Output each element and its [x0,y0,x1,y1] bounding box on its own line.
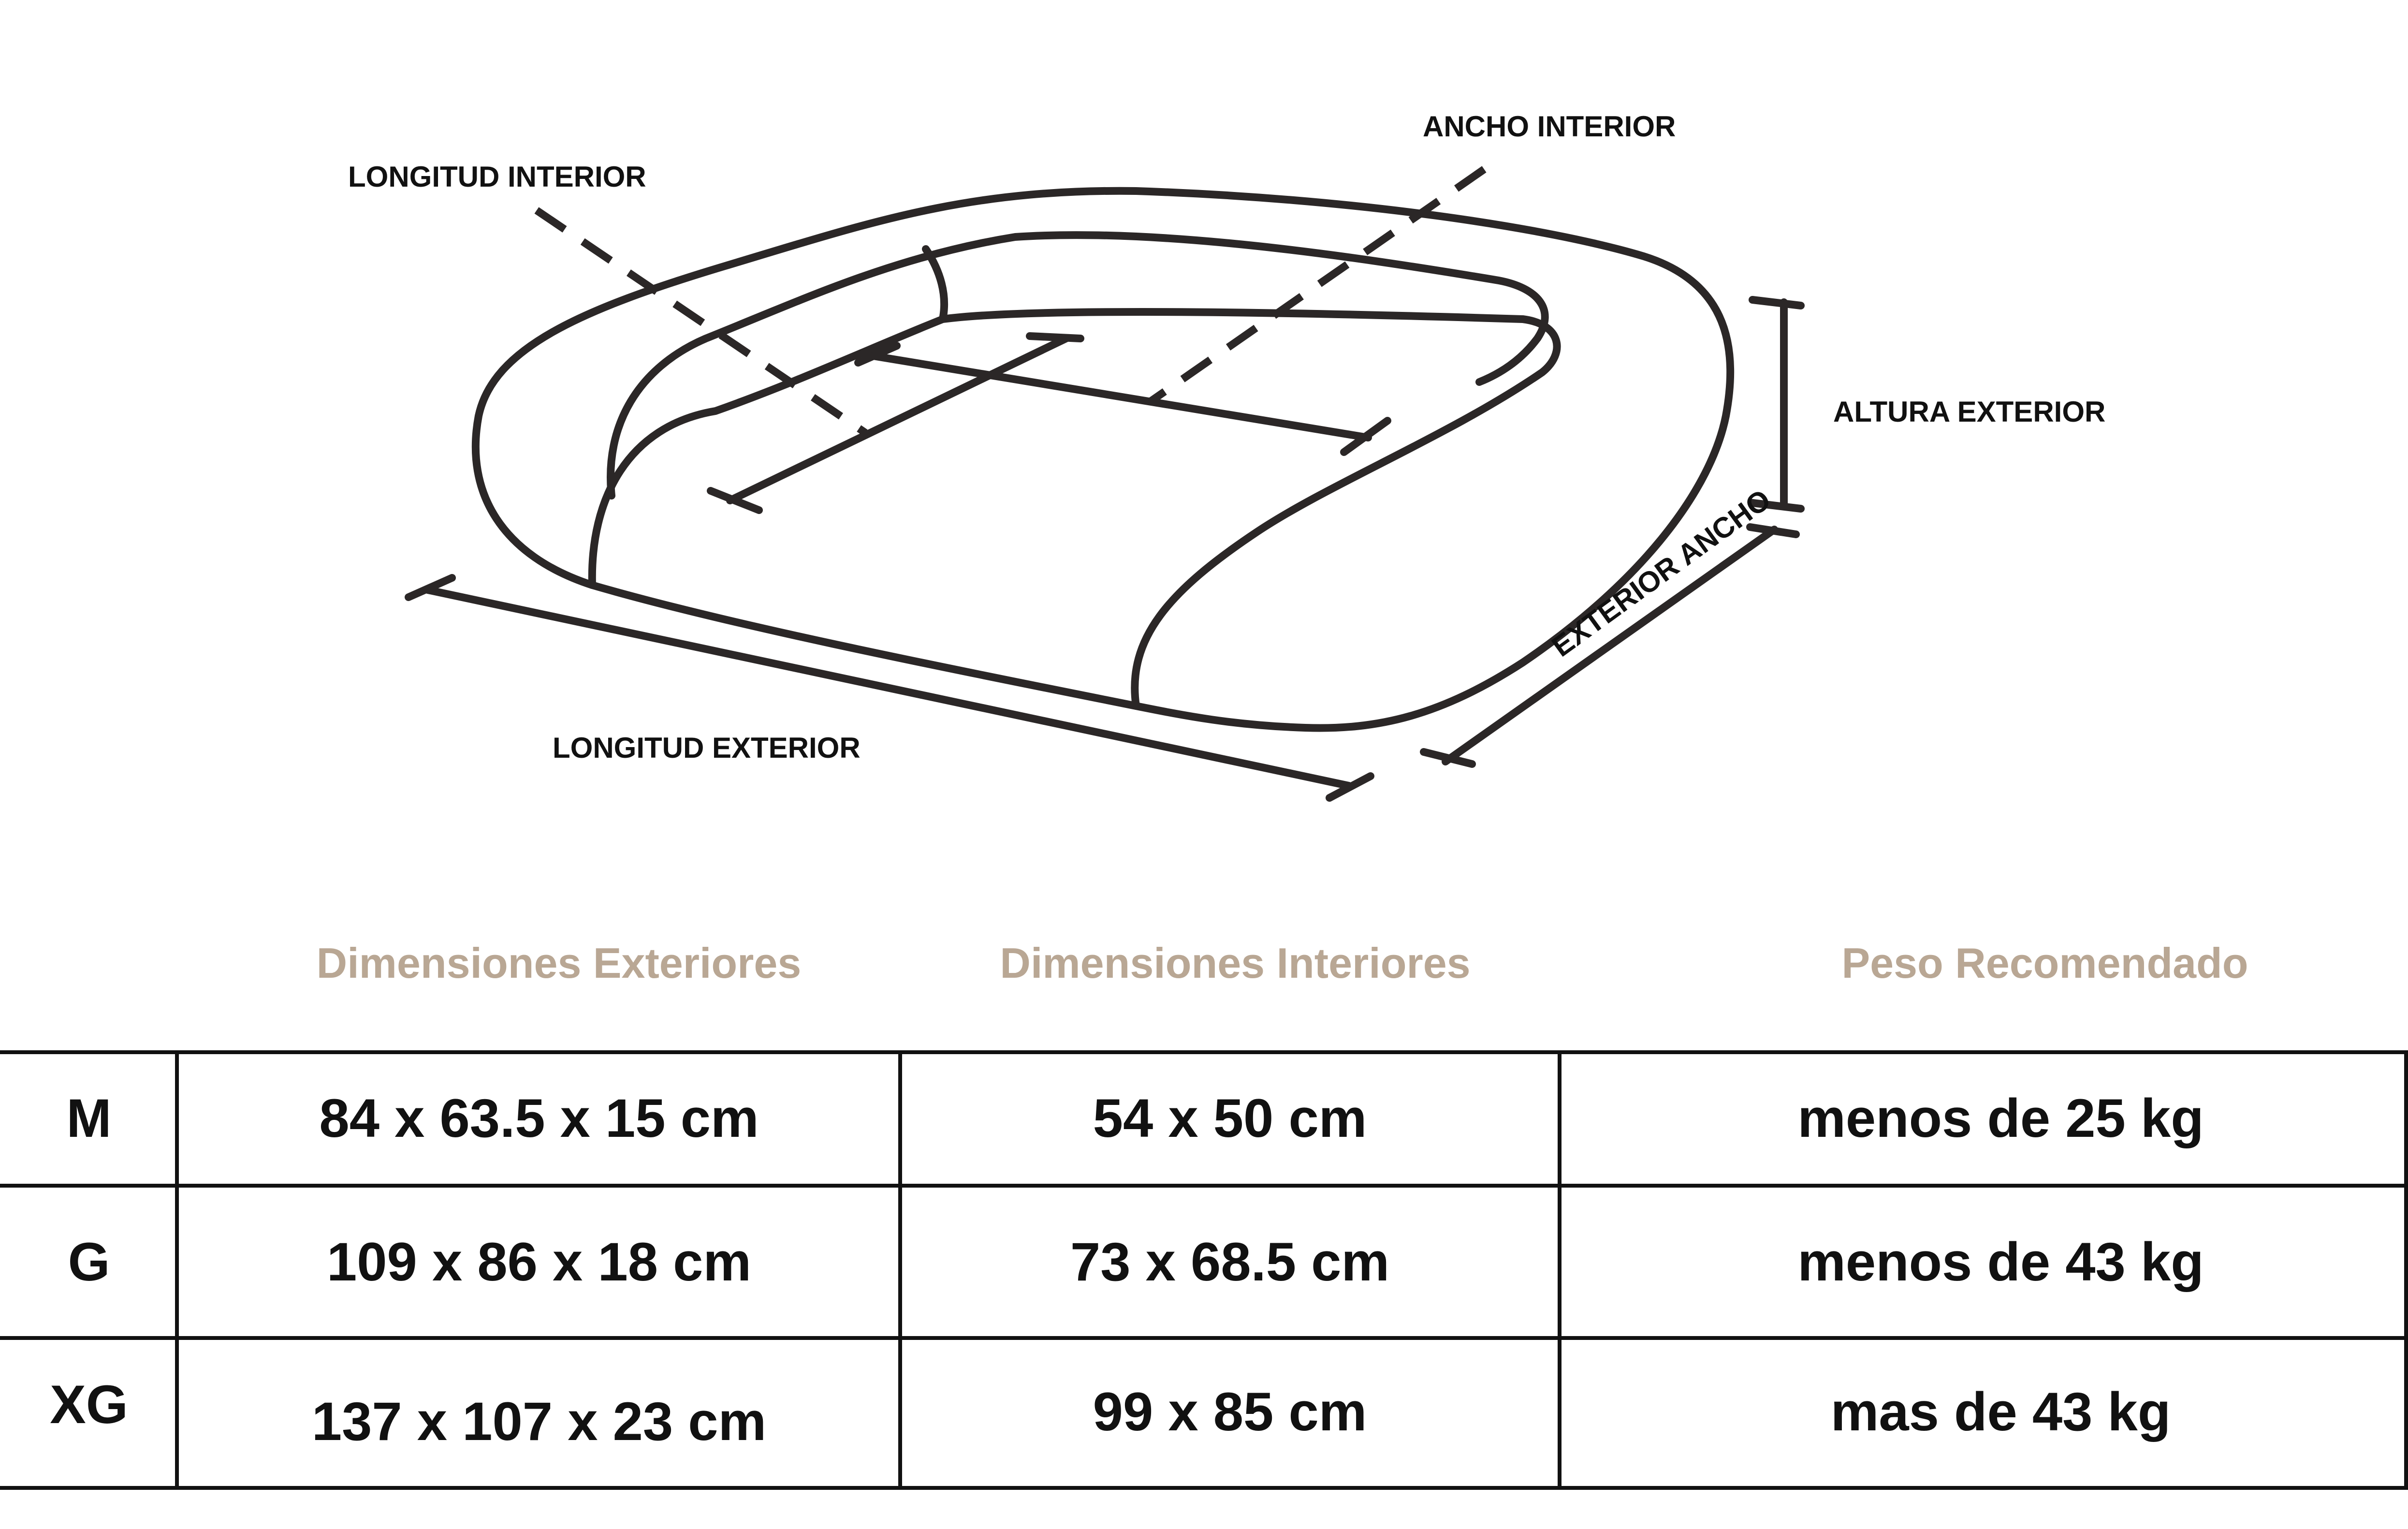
bed-outer-outline [476,191,1730,728]
table-divider [2404,1050,2408,1490]
label-ancho-interior: ANCHO INTERIOR [1423,110,1676,143]
interior-cell: 54 x 50 cm [1093,1088,1367,1148]
longitud-interior-pointer [537,210,865,433]
exterior-cell: 109 x 86 x 18 cm [326,1232,752,1292]
table-divider [175,1050,179,1490]
table-row [0,1338,2408,1490]
table-row [0,1050,2408,1186]
size-cell: G [68,1232,110,1292]
left-seam [926,249,944,319]
table-divider [898,1050,902,1490]
header-dimensiones-interiores: Dimensiones Interiores [1000,939,1471,987]
label-altura-exterior: ALTURA EXTERIOR [1833,396,2106,428]
interior-cell: 73 x 68.5 cm [1070,1232,1390,1292]
peso-cell: mas de 43 kg [1830,1381,2171,1442]
header-peso-recomendado: Peso Recomendado [1841,939,2248,987]
peso-cell: menos de 25 kg [1797,1088,2204,1148]
size-cell: M [66,1088,112,1148]
table-row [0,1186,2408,1338]
table-divider [1558,1050,1562,1490]
table-divider [0,1184,2408,1188]
label-longitud-exterior: LONGITUD EXTERIOR [553,732,861,764]
exterior-cell: 84 x 63.5 x 15 cm [319,1088,759,1148]
size-table [0,1050,2408,1490]
table-divider [0,1336,2408,1340]
interior-cell: 99 x 85 cm [1093,1381,1367,1442]
size-cell: XG [50,1374,128,1435]
label-exterior-ancho: EXTERIOR ANCHO [1546,483,1777,663]
label-longitud-interior: LONGITUD INTERIOR [348,161,646,193]
exterior-cell: 137 x 107 x 23 cm [311,1391,767,1452]
table-divider [0,1486,2408,1490]
bed-inner-rim [611,235,1545,496]
peso-cell: menos de 43 kg [1797,1232,2204,1292]
cushion-outline [592,312,1557,706]
table-divider [0,1050,2408,1054]
header-dimensiones-exteriores: Dimensiones Exteriores [316,939,802,987]
